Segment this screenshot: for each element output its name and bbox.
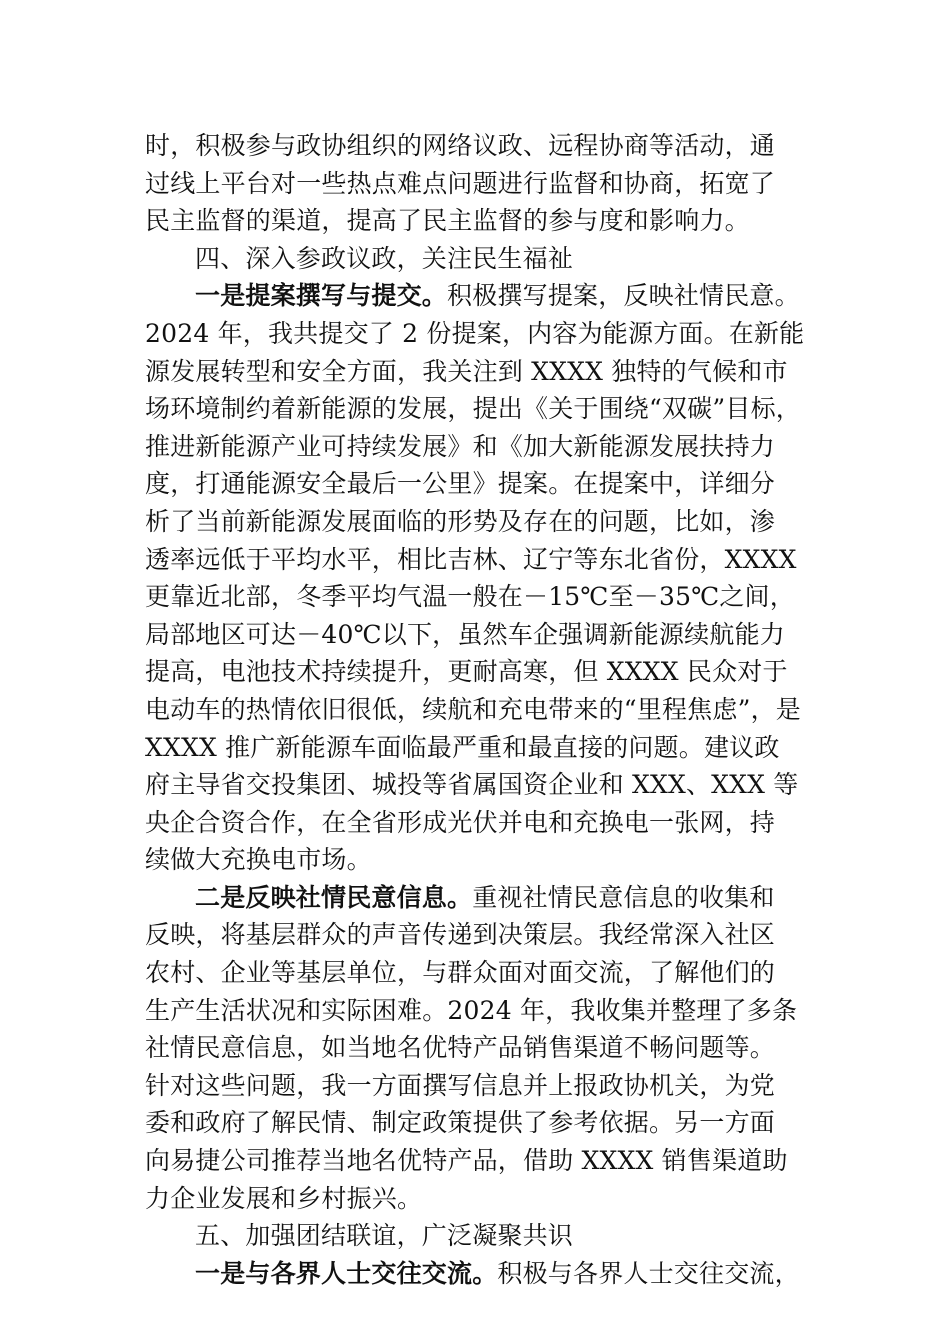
body-line: 续做大充换电市场。 — [145, 845, 372, 875]
body-line: 2024 年，我共提交了 2 份提案，内容为能源方面。在新能 — [145, 318, 805, 348]
body-line: 电动车的热情依旧很低，续航和充电带来的“里程焦虑”，是 — [145, 694, 801, 724]
body-line: 析了当前新能源发展面临的形势及存在的问题，比如，渗 — [145, 506, 776, 536]
lead-proposal: 一是提案撰写与提交。 — [195, 281, 448, 311]
body-line: 民主监督的渠道，提高了民主监督的参与度和影响力。 — [145, 206, 750, 236]
body-line: 透率远低于平均水平，相比吉林、辽宁等东北省份，XXXX — [145, 544, 797, 574]
body-line: 推进新能源产业可持续发展》和《加大新能源发展扶持力 — [145, 431, 776, 461]
body-line: 度，打通能源安全最后一公里》提案。在提案中，详细分 — [145, 469, 776, 499]
body-line: 针对这些问题，我一方面撰写信息并上报政协机关，为党 — [145, 1070, 776, 1100]
paragraph-exchange-start — [145, 1255, 815, 1293]
body-line: 府主导省交投集团、城投等省属国资企业和 XXX、XXX 等 — [145, 770, 799, 800]
lead-exchange: 一是与各界人士交往交流。 — [195, 1258, 498, 1288]
body-text: 积极与各界人士交往交流， — [497, 1258, 800, 1288]
body-line: 生产生活状况和实际困难。2024 年，我收集并整理了多条 — [145, 995, 798, 1025]
section-heading-5: 五、加强团结联谊，广泛凝聚共识 — [195, 1221, 574, 1251]
lead-info: 二是反映社情民意信息。 — [195, 882, 473, 912]
body-line: 过线上平台对一些热点难点问题进行监督和协商，拓宽了 — [145, 168, 776, 198]
body-line: 委和政府了解民情、制定政策提供了参考依据。另一方面 — [145, 1108, 776, 1138]
body-line: 力企业发展和乡村振兴。 — [145, 1183, 423, 1213]
body-line: 场环境制约着新能源的发展，提出《关于围绕“双碳”目标， — [145, 394, 801, 424]
body-line: 局部地区可达－40℃以下，虽然车企强调新能源续航能力 — [145, 619, 785, 649]
body-line: 提高，电池技术持续提升，更耐高寒，但 XXXX 民众对于 — [145, 657, 788, 687]
body-text: 积极撰写提案，反映社情民意。 — [447, 281, 800, 311]
document-body — [145, 127, 815, 1292]
body-line: 向易捷公司推荐当地名优特产品，借助 XXXX 销售渠道助 — [145, 1146, 788, 1176]
body-line: 源发展转型和安全方面，我关注到 XXXX 独特的气候和市 — [145, 356, 788, 386]
body-line: 央企合资合作，在全省形成光伏并电和充换电一张网，持 — [145, 807, 776, 837]
body-line: 社情民意信息，如当地名优特产品销售渠道不畅问题等。 — [145, 1033, 776, 1063]
body-line: 反映，将基层群众的声音传递到决策层。我经常深入社区 — [145, 920, 776, 950]
section-heading-4: 四、深入参政议政，关注民生福祉 — [195, 243, 574, 273]
paragraph-proposal-start — [145, 277, 815, 315]
body-line: XXXX 推广新能源车面临最严重和最直接的问题。建议政 — [145, 732, 780, 762]
body-text: 重视社情民意信息的收集和 — [472, 882, 775, 912]
body-line: 农村、企业等基层单位，与群众面对面交流，了解他们的 — [145, 958, 776, 988]
body-line: 时，积极参与政协组织的网络议政、远程协商等活动，通 — [145, 131, 776, 160]
paragraph-info-start — [145, 879, 815, 917]
body-line: 更靠近北部，冬季平均气温一般在－15℃至－35℃之间， — [145, 582, 795, 612]
